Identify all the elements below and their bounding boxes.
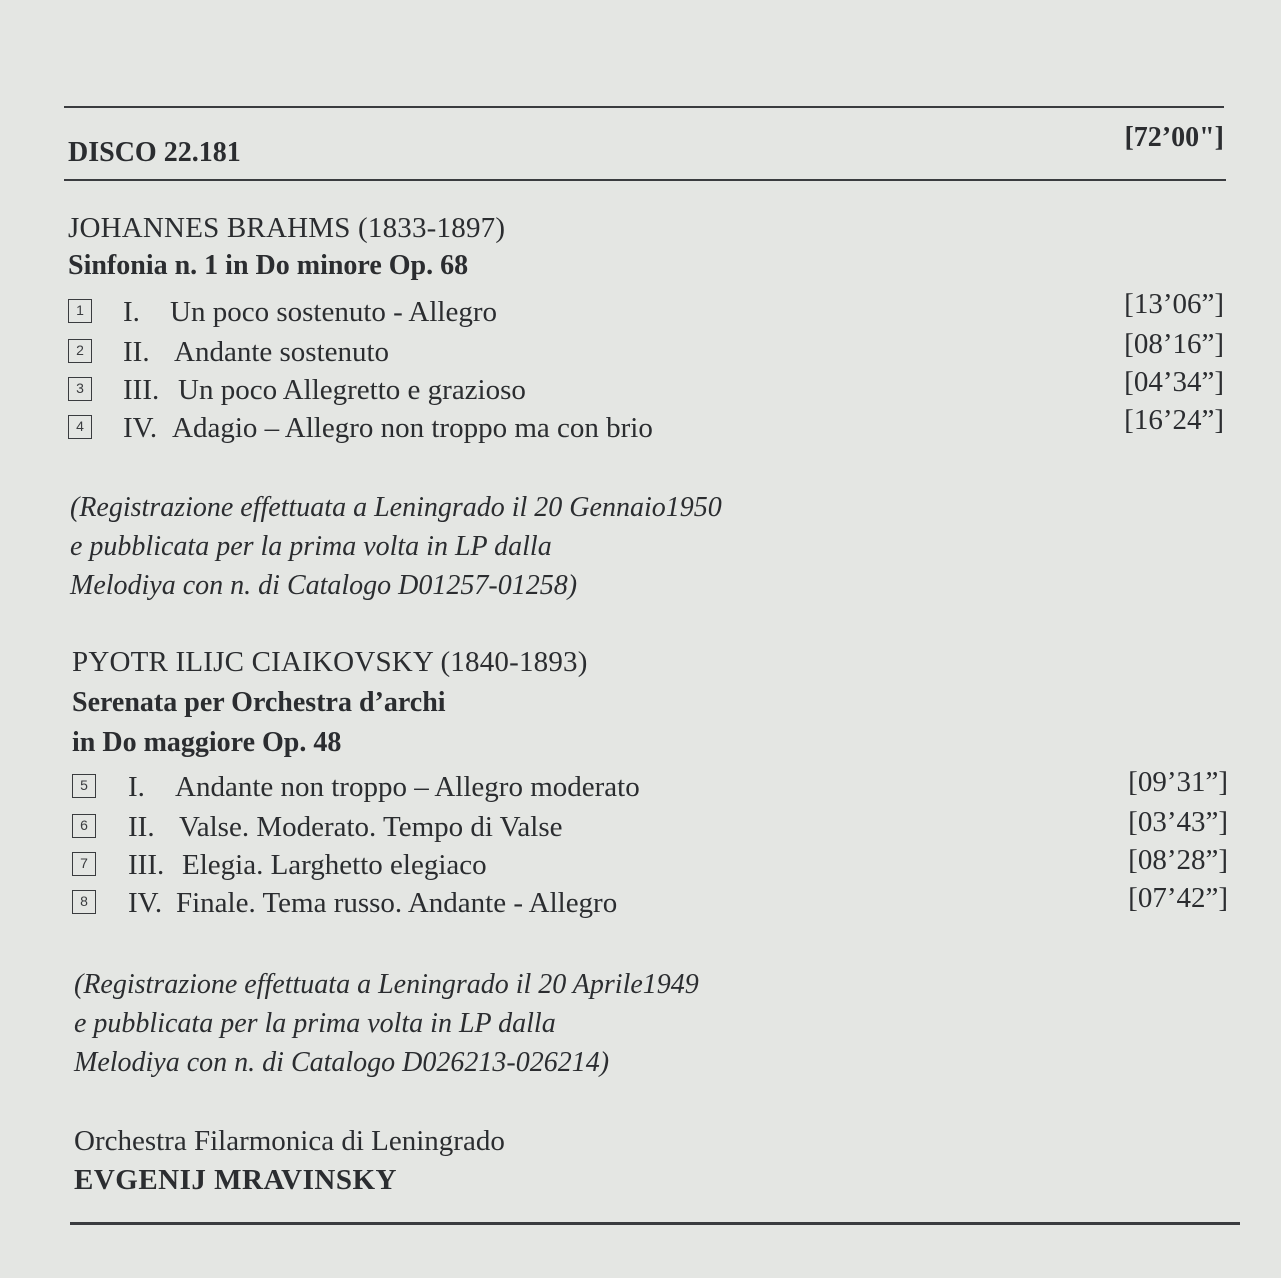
note-line: (Registrazione effettuata a Leningrado il 20 Gennaio1950 xyxy=(70,492,722,523)
track-row xyxy=(0,288,1281,332)
track-duration: [08’28”] xyxy=(1128,844,1228,876)
movement-title: Andante non troppo – Allegro moderato xyxy=(175,771,640,803)
note-line: Melodiya con n. di Catalogo D026213-026214) xyxy=(74,1047,610,1078)
movement-number: II. xyxy=(123,336,150,368)
movement-number: IV. xyxy=(123,412,158,444)
orchestra-name: Orchestra Filarmonica di Leningrado xyxy=(74,1125,505,1157)
track-duration: [08’16”] xyxy=(1124,328,1224,360)
track-number-box: 4 xyxy=(68,415,92,439)
note-line: e pubblicata per la prima volta in LP dalla xyxy=(70,531,552,562)
disc-label: DISCO 22.181 xyxy=(68,137,241,168)
recording-note-1 xyxy=(70,488,722,605)
track-duration: [13’06”] xyxy=(1124,288,1224,320)
track-duration: [16’24”] xyxy=(1124,404,1224,436)
track-duration: [09’31”] xyxy=(1128,766,1228,798)
header-rule xyxy=(64,179,1226,181)
track-number-box: 1 xyxy=(68,299,92,323)
track-row xyxy=(0,806,1281,847)
movement-number: I. xyxy=(128,771,145,803)
work-title-2-line-1: Serenata per Orchestra d’archi xyxy=(72,687,446,718)
movement-title: Un poco Allegretto e grazioso xyxy=(178,374,526,406)
track-duration: [07’42”] xyxy=(1128,882,1228,914)
composer-1: JOHANNES BRAHMS (1833-1897) xyxy=(68,212,506,244)
note-line: Melodiya con n. di Catalogo D01257-01258) xyxy=(70,570,578,601)
movement-number: IV. xyxy=(128,887,163,919)
note-line: (Registrazione effettuata a Leningrado il 20 Aprile1949 xyxy=(74,969,699,1000)
track-number-box: 3 xyxy=(68,377,92,401)
bottom-rule xyxy=(70,1222,1240,1225)
track-row xyxy=(0,766,1281,807)
track-number-box: 5 xyxy=(72,774,96,798)
recording-note-2 xyxy=(74,965,699,1082)
movement-number: III. xyxy=(123,374,160,406)
movement-number: II. xyxy=(128,811,155,843)
top-rule xyxy=(64,106,1224,108)
movement-number: III. xyxy=(128,849,165,881)
track-row xyxy=(0,844,1281,885)
composer-2: PYOTR ILIJC CIAIKOVSKY (1840-1893) xyxy=(72,646,588,678)
movement-title: Elegia. Larghetto elegiaco xyxy=(182,849,487,881)
movement-title: Adagio – Allegro non troppo ma con brio xyxy=(172,412,653,444)
work-title-1: Sinfonia n. 1 in Do minore Op. 68 xyxy=(68,250,469,281)
track-number-box: 6 xyxy=(72,814,96,838)
work-title-2-line-2: in Do maggiore Op. 48 xyxy=(72,727,342,758)
total-time: [72’00"] xyxy=(1124,122,1224,153)
movement-number: I. xyxy=(123,296,140,328)
track-number-box: 7 xyxy=(72,852,96,876)
track-number-box: 2 xyxy=(68,339,92,363)
movement-title: Valse. Moderato. Tempo di Valse xyxy=(179,811,563,843)
movement-title: Finale. Tema russo. Andante - Allegro xyxy=(176,887,618,919)
track-duration: [03’43”] xyxy=(1128,806,1228,838)
track-duration: [04’34”] xyxy=(1124,366,1224,398)
movement-title: Andante sostenuto xyxy=(174,336,390,368)
movement-title: Un poco sostenuto - Allegro xyxy=(170,296,498,328)
track-number-box: 8 xyxy=(72,890,96,914)
conductor-name: EVGENIJ MRAVINSKY xyxy=(74,1164,397,1196)
track-row xyxy=(0,404,1281,448)
note-line: e pubblicata per la prima volta in LP dalla xyxy=(74,1008,556,1039)
track-row xyxy=(0,882,1281,923)
